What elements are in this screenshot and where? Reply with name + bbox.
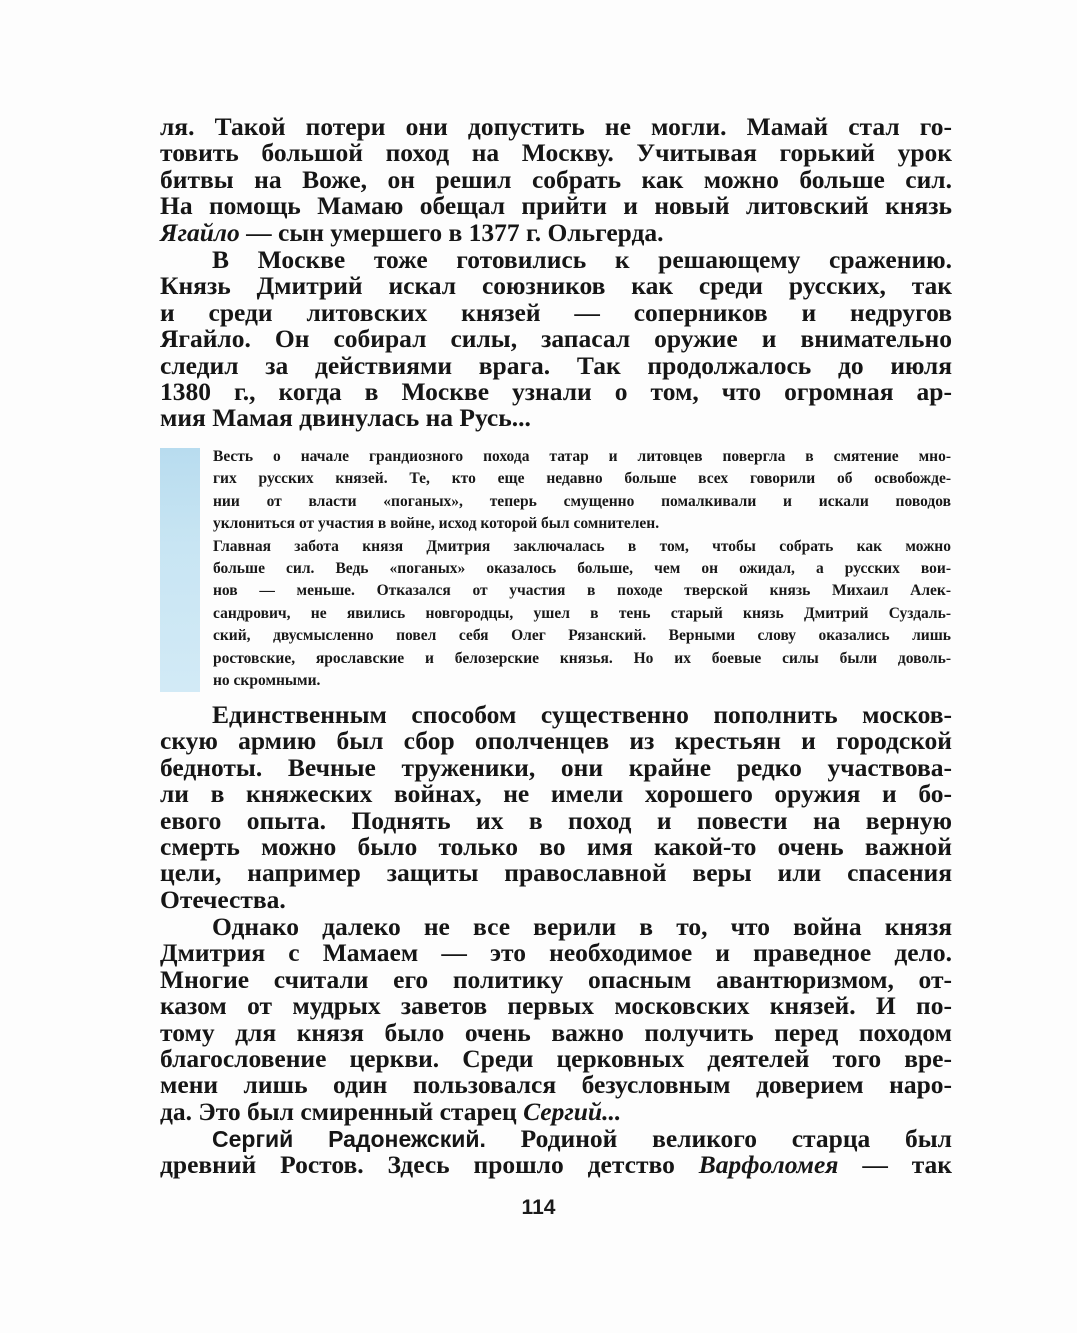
text-fragment: древний Ростов. Здесь прошло детство bbox=[160, 1150, 699, 1180]
text-line: казом от мудрых заветов первых московских князей. И по- bbox=[160, 991, 952, 1021]
sidebar-line: сандрович, не явились новгородцы, ушел в тень старый князь Дмитрий Суздаль- bbox=[213, 604, 951, 622]
text-line: мия Мамая двинулась на Русь... bbox=[160, 403, 531, 433]
paragraph-4 bbox=[160, 914, 952, 1125]
sidebar-line: уклониться от участия в войне, исход которой был сомнителен. bbox=[213, 515, 660, 533]
sidebar-line: нов — меньше. Отказался от участия в походе тверской князь Михаил Алек- bbox=[213, 582, 951, 600]
sidebar-note bbox=[213, 446, 951, 692]
text-line: товить большой поход на Москву. Учитывая горький урок bbox=[160, 138, 952, 168]
sidebar-line: нии от власти «поганых», теперь смущенно помалкивали и искали поводов bbox=[213, 492, 951, 510]
sidebar-line: больше сил. Ведь «поганых» оказалось больше, чем он ожидал, а русских вои- bbox=[213, 560, 951, 578]
paragraph-1 bbox=[160, 114, 952, 246]
sidebar-line: Весть о начале грандиозного похода татар и литовцев повергла в смятение мно- bbox=[213, 448, 951, 465]
text-fragment: да. Это был смиренный старец bbox=[160, 1096, 524, 1126]
text-line: и среди литовских князей — соперников и недругов bbox=[160, 297, 952, 327]
text-line: Дмитрия с Мамаем — это необходимое и праведное дело. bbox=[160, 938, 952, 968]
text-line: Многие считали его политику опасным авантюризмом, от- bbox=[160, 964, 952, 994]
text-line: битвы на Воже, он решил собрать как можно больше сил. bbox=[160, 164, 952, 194]
sidebar-line: ский, двусмысленно повел себя Олег Рязанский. Верными слову оказались лишь bbox=[213, 627, 951, 645]
text-line: 1380 г., когда в Москве узнали о том, что огромная ар- bbox=[160, 377, 952, 407]
section-heading: Сергий Радонежский. bbox=[212, 1126, 486, 1152]
text-line bbox=[160, 1152, 952, 1178]
text-line: Единственным способом существенно пополнить москов- bbox=[212, 700, 952, 729]
text-line: На помощь Мамаю обещал прийти и новый литовский князь bbox=[160, 191, 952, 221]
italic-name: Ягайло bbox=[160, 217, 240, 247]
sidebar-line: ростовские, ярославские и белозерские князья. Но их боевые силы были доволь- bbox=[213, 649, 951, 667]
text-line bbox=[160, 217, 952, 247]
italic-name: Варфоломея bbox=[698, 1150, 839, 1180]
text-line: Отечества. bbox=[160, 884, 286, 914]
page-number: 114 bbox=[521, 1196, 556, 1219]
text-fragment: Родиной великого старца был bbox=[485, 1124, 952, 1153]
text-line: мени лишь один пользовался безусловным доверием наро- bbox=[160, 1070, 952, 1100]
text-line: следил за действиями врага. Так продолжалось до июля bbox=[160, 350, 952, 380]
text-fragment: — так bbox=[838, 1150, 952, 1180]
sidebar-accent-bar bbox=[160, 448, 200, 692]
sidebar-line: но скромными. bbox=[213, 672, 321, 690]
text-line: евого опыта. Поднять их в поход и повести на верную bbox=[160, 805, 952, 835]
text-line: благословение церкви. Среди церковных деятелей того вре- bbox=[160, 1044, 952, 1074]
sidebar-line: Главная забота князя Дмитрия заключалась в том, чтобы собрать как можно bbox=[213, 537, 951, 555]
text-line: скую армию был сбор ополченцев из крестьян и городской bbox=[160, 726, 952, 756]
sidebar-line: гих русских князей. Те, кто еще недавно больше всех говорили об освобожде- bbox=[213, 470, 951, 488]
paragraph-2 bbox=[160, 247, 952, 432]
text-line bbox=[160, 1096, 952, 1126]
text-line: бедноты. Вечные труженики, они крайне редко участвова- bbox=[160, 752, 952, 782]
text-line: ли в княжеских войнах, не имели хорошего оружия и бо- bbox=[160, 779, 952, 809]
text-line bbox=[160, 1126, 952, 1152]
text-line: смерть можно было только во имя какой-то очень важной bbox=[160, 832, 952, 862]
text-line: Князь Дмитрий искал союзников как среди русских, так bbox=[160, 271, 952, 301]
italic-name: Сергий... bbox=[523, 1096, 622, 1126]
paragraph-3 bbox=[160, 702, 952, 913]
text-line: В Москве тоже готовились к решающему сражению. bbox=[212, 245, 952, 274]
text-line: Ягайло. Он собирал силы, запасал оружие и внимательно bbox=[160, 324, 952, 354]
paragraph-5 bbox=[160, 1126, 952, 1179]
text-line: тому для князя было очень важно получить перед походом bbox=[160, 1017, 952, 1047]
text-line: цели, например защиты православной веры или спасения bbox=[160, 858, 952, 888]
text-line: ля. Такой потери они допустить не могли. Мамай стал го- bbox=[160, 112, 952, 141]
text-fragment: — сын умершего в 1377 г. Ольгерда. bbox=[239, 217, 664, 247]
text-line: Однако далеко не все верили в то, что война князя bbox=[212, 912, 952, 941]
